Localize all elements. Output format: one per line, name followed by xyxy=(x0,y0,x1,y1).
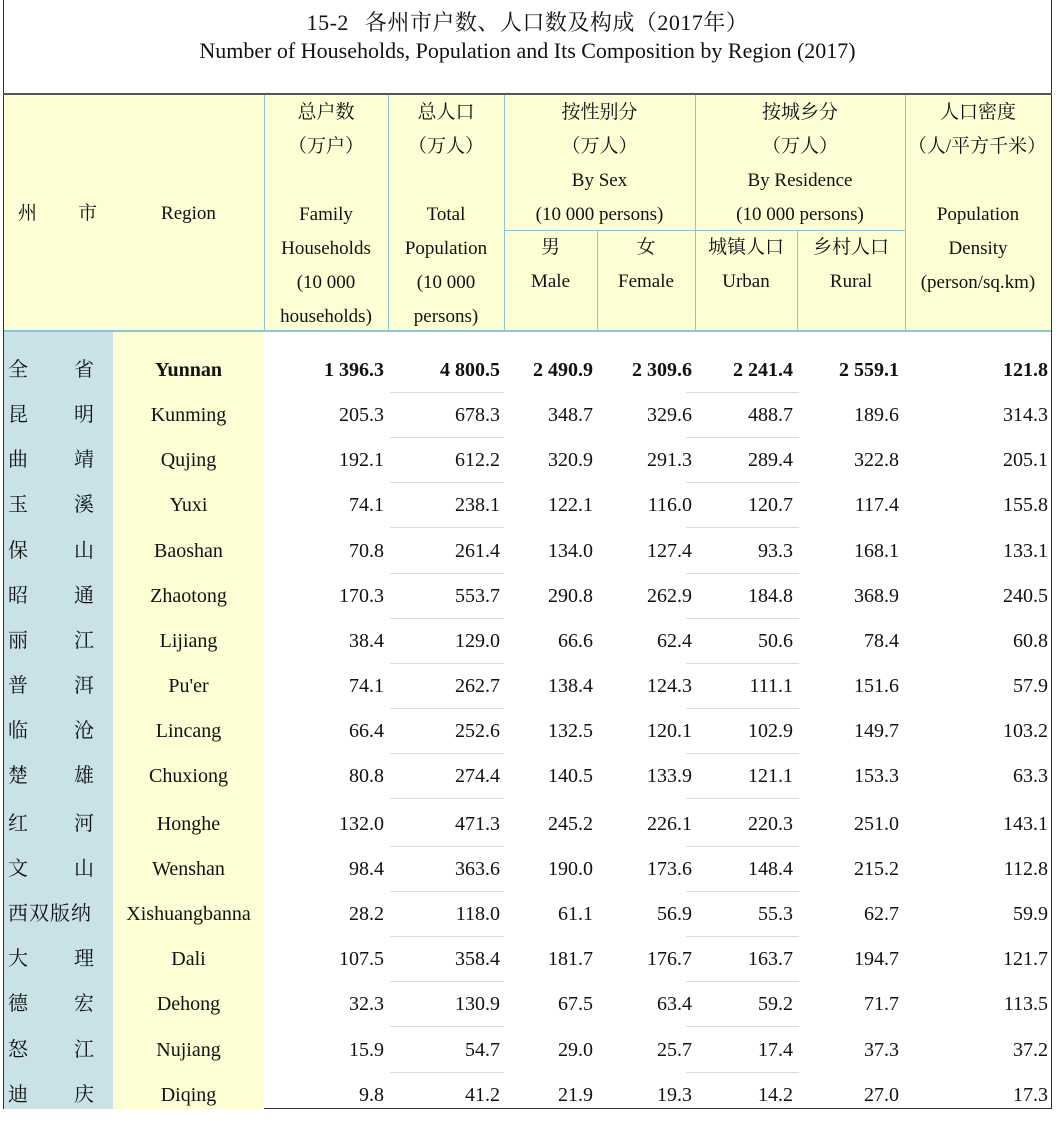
rural-value: 2 559.1 xyxy=(839,359,899,381)
rural-value: 215.2 xyxy=(854,858,899,880)
female-value: 133.9 xyxy=(647,765,692,787)
table-row xyxy=(4,521,1051,566)
header-sex-cn: 按性别分 xyxy=(561,102,638,123)
rural-value: 71.7 xyxy=(864,993,899,1015)
region-name: Lincang xyxy=(155,720,222,742)
male-value: 132.5 xyxy=(548,720,593,742)
header-by-residence xyxy=(695,95,905,230)
female-value: 291.3 xyxy=(647,449,692,471)
male-value: 290.8 xyxy=(548,585,593,607)
header-male-en: Male xyxy=(530,271,571,292)
region-name: Pu'er xyxy=(168,675,209,697)
density-value: 240.5 xyxy=(1003,585,1048,607)
prefecture-name-cn-char1: 昆 xyxy=(8,404,28,426)
region-name: Qujing xyxy=(160,449,217,471)
rural-value: 168.1 xyxy=(854,540,899,562)
prefecture-name-cn-char1: 曲 xyxy=(8,449,28,471)
female-value: 25.7 xyxy=(657,1039,692,1061)
region-name: Lijiang xyxy=(159,630,218,652)
table-row xyxy=(4,385,1051,430)
table-row xyxy=(4,701,1051,746)
header-residence-en2: (10 000 persons) xyxy=(736,204,864,225)
rural-value: 322.8 xyxy=(854,449,899,471)
header-male xyxy=(504,231,597,330)
male-value: 320.9 xyxy=(548,449,593,471)
density-value: 143.1 xyxy=(1003,813,1048,835)
households-value: 107.5 xyxy=(339,948,384,970)
urban-value: 102.9 xyxy=(748,720,793,742)
households-value: 1 396.3 xyxy=(324,359,384,381)
header-total-unit: （万人） xyxy=(407,136,484,157)
header-density-en1: Population xyxy=(936,204,1020,225)
male-value: 245.2 xyxy=(548,813,593,835)
table-body xyxy=(4,332,1051,1109)
urban-value: 55.3 xyxy=(758,903,793,925)
male-value: 181.7 xyxy=(548,948,593,970)
density-value: 314.3 xyxy=(1003,404,1048,426)
header-households xyxy=(264,95,388,330)
title-cn-text: 各州市户数、人口数及构成（2017年） xyxy=(364,10,749,35)
density-value: 37.2 xyxy=(1013,1039,1048,1061)
region-name: Kunming xyxy=(150,404,227,426)
prefecture-name-cn-char2: 溪 xyxy=(74,494,94,516)
male-value: 21.9 xyxy=(558,1084,593,1106)
prefecture-name-cn-char2: 理 xyxy=(74,948,94,970)
male-value: 122.1 xyxy=(548,494,593,516)
header-sex-en2: (10 000 persons) xyxy=(535,204,664,225)
header-density-en2: Density xyxy=(948,238,1008,259)
male-value: 66.6 xyxy=(558,630,593,652)
prefecture-name-cn-char1: 德 xyxy=(8,993,28,1015)
male-value: 2 490.9 xyxy=(533,359,593,381)
households-value: 28.2 xyxy=(349,903,384,925)
density-value: 121.7 xyxy=(1003,948,1048,970)
region-name: Dehong xyxy=(156,993,221,1015)
density-value: 155.8 xyxy=(1003,494,1048,516)
households-value: 66.4 xyxy=(349,720,384,742)
female-value: 226.1 xyxy=(647,813,692,835)
header-households-cn: 总户数 xyxy=(297,102,355,123)
male-value: 138.4 xyxy=(548,675,593,697)
header-prefecture-char1: 州 xyxy=(18,203,38,224)
header-urban-en: Urban xyxy=(722,271,770,292)
prefecture-name-cn-char2: 山 xyxy=(74,540,94,562)
rural-value: 27.0 xyxy=(864,1084,899,1106)
prefecture-name-cn-char2: 雄 xyxy=(74,765,94,787)
table-row xyxy=(4,929,1051,974)
prefecture-name-cn-char2: 山 xyxy=(74,858,94,880)
header-prefecture xyxy=(4,95,113,330)
households-value: 80.8 xyxy=(349,765,384,787)
header-residence-en1: By Residence xyxy=(747,170,853,191)
total-population-value: 238.1 xyxy=(455,494,500,516)
region-name: Diqing xyxy=(160,1084,217,1106)
male-value: 140.5 xyxy=(548,765,593,787)
table-title xyxy=(3,0,1052,95)
rural-value: 149.7 xyxy=(854,720,899,742)
female-value: 62.4 xyxy=(657,630,692,652)
female-value: 56.9 xyxy=(657,903,692,925)
header-female-en: Female xyxy=(618,271,674,292)
households-value: 32.3 xyxy=(349,993,384,1015)
header-density-en3: (person/sq.km) xyxy=(920,272,1036,293)
total-population-value: 54.7 xyxy=(465,1039,500,1061)
total-population-value: 261.4 xyxy=(455,540,500,562)
table-row xyxy=(4,839,1051,884)
prefecture-name-cn-char2: 省 xyxy=(74,359,94,381)
prefecture-name-cn-char2: 江 xyxy=(74,630,94,652)
density-value: 103.2 xyxy=(1003,720,1048,742)
header-total-en4: persons) xyxy=(413,306,479,327)
table-header xyxy=(4,95,1051,332)
table-row xyxy=(4,475,1051,520)
title-chinese xyxy=(3,6,1052,37)
prefecture-name-cn-char1: 保 xyxy=(8,540,28,562)
female-value: 127.4 xyxy=(647,540,692,562)
table-row xyxy=(4,884,1051,929)
region-name: Yunnan xyxy=(154,359,223,381)
urban-value: 14.2 xyxy=(758,1084,793,1106)
households-value: 192.1 xyxy=(339,449,384,471)
density-value: 63.3 xyxy=(1013,765,1048,787)
prefecture-name-cn-char1: 怒 xyxy=(8,1039,28,1061)
region-name: Yuxi xyxy=(169,494,208,516)
urban-value: 163.7 xyxy=(748,948,793,970)
header-density-unit: （人/平方千米） xyxy=(907,136,1047,157)
header-total-en2: Population xyxy=(404,238,488,259)
male-value: 67.5 xyxy=(558,993,593,1015)
header-urban xyxy=(695,231,797,330)
header-urban-cn: 城镇人口 xyxy=(707,237,784,258)
total-population-value: 274.4 xyxy=(455,765,500,787)
total-population-value: 471.3 xyxy=(455,813,500,835)
table-row xyxy=(4,746,1051,791)
prefecture-name-cn-char2: 河 xyxy=(74,813,94,835)
prefecture-name-cn-char2: 明 xyxy=(74,404,94,426)
total-population-value: 262.7 xyxy=(455,675,500,697)
urban-value: 120.7 xyxy=(748,494,793,516)
density-value: 133.1 xyxy=(1003,540,1048,562)
density-value: 57.9 xyxy=(1013,675,1048,697)
header-region-label: Region xyxy=(161,203,216,224)
prefecture-name-cn-char2: 洱 xyxy=(74,675,94,697)
region-name: Wenshan xyxy=(152,858,225,880)
rural-value: 62.7 xyxy=(864,903,899,925)
urban-value: 220.3 xyxy=(748,813,793,835)
prefecture-name-cn-char2: 沧 xyxy=(74,720,94,742)
households-value: 74.1 xyxy=(349,675,384,697)
density-value: 112.8 xyxy=(1003,858,1048,880)
total-population-value: 612.2 xyxy=(455,449,500,471)
total-population-value: 678.3 xyxy=(455,404,500,426)
region-name: Zhaotong xyxy=(150,585,227,607)
prefecture-name-cn-char1: 楚 xyxy=(8,765,28,787)
total-population-value: 252.6 xyxy=(455,720,500,742)
header-total-en3: (10 000 xyxy=(416,272,476,293)
density-value: 59.9 xyxy=(1013,903,1048,925)
header-rural-en: Rural xyxy=(829,271,873,292)
households-value: 70.8 xyxy=(349,540,384,562)
total-population-value: 4 800.5 xyxy=(440,359,500,381)
rural-value: 151.6 xyxy=(854,675,899,697)
prefecture-name-cn-char1: 大 xyxy=(8,948,28,970)
region-name: Chuxiong xyxy=(149,765,228,787)
prefecture-name-cn-char2: 宏 xyxy=(74,993,94,1015)
prefecture-name-cn-char1: 迪 xyxy=(8,1084,28,1106)
rural-value: 189.6 xyxy=(854,404,899,426)
urban-value: 184.8 xyxy=(748,585,793,607)
male-value: 61.1 xyxy=(558,903,593,925)
header-residence-unit: （万人） xyxy=(761,136,838,157)
female-value: 63.4 xyxy=(657,993,692,1015)
region-name: Dali xyxy=(171,948,206,970)
prefecture-name-cn-char1: 普 xyxy=(8,675,28,697)
region-name: Baoshan xyxy=(154,540,223,562)
urban-value: 121.1 xyxy=(748,765,793,787)
table-row xyxy=(4,974,1051,1019)
table-row xyxy=(4,794,1051,839)
total-population-value: 553.7 xyxy=(455,585,500,607)
female-value: 2 309.6 xyxy=(632,359,692,381)
total-population-value: 358.4 xyxy=(455,948,500,970)
header-density xyxy=(905,95,1051,330)
female-value: 262.9 xyxy=(647,585,692,607)
total-population-value: 129.0 xyxy=(455,630,500,652)
table-row xyxy=(4,656,1051,701)
header-female xyxy=(597,231,695,330)
urban-value: 148.4 xyxy=(748,858,793,880)
prefecture-name-cn-char1: 全 xyxy=(8,359,28,381)
header-density-cn: 人口密度 xyxy=(939,102,1016,123)
title-english: Number of Households, Population and Its Composition by Region (2017) xyxy=(199,38,856,63)
prefecture-name-cn-char2: 通 xyxy=(74,585,94,607)
header-households-en4: households) xyxy=(280,306,372,327)
rural-value: 251.0 xyxy=(854,813,899,835)
header-prefecture-char2: 市 xyxy=(78,203,98,224)
header-residence-cn: 按城乡分 xyxy=(761,102,838,123)
rural-value: 37.3 xyxy=(864,1039,899,1061)
urban-value: 59.2 xyxy=(758,993,793,1015)
density-value: 121.8 xyxy=(1003,359,1048,381)
table-row xyxy=(4,430,1051,475)
header-households-en3: (10 000 xyxy=(296,272,356,293)
urban-value: 93.3 xyxy=(758,540,793,562)
density-value: 60.8 xyxy=(1013,630,1048,652)
header-sex-en1: By Sex xyxy=(571,170,628,191)
prefecture-name-cn-char2: 江 xyxy=(74,1039,94,1061)
households-value: 9.8 xyxy=(359,1084,384,1106)
total-population-value: 363.6 xyxy=(455,858,500,880)
total-population-value: 41.2 xyxy=(465,1084,500,1106)
urban-value: 2 241.4 xyxy=(733,359,793,381)
table-row xyxy=(4,1020,1051,1065)
female-value: 116.0 xyxy=(647,494,692,516)
rural-value: 117.4 xyxy=(854,494,899,516)
households-value: 205.3 xyxy=(339,404,384,426)
rural-value: 368.9 xyxy=(854,585,899,607)
table-row xyxy=(4,566,1051,611)
prefecture-name-cn-char1: 丽 xyxy=(8,630,28,652)
table-row xyxy=(4,1065,1051,1110)
households-value: 15.9 xyxy=(349,1039,384,1061)
prefecture-name-cn-char1: 临 xyxy=(8,720,28,742)
header-rural xyxy=(797,231,905,330)
male-value: 29.0 xyxy=(558,1039,593,1061)
households-value: 98.4 xyxy=(349,858,384,880)
households-value: 132.0 xyxy=(339,813,384,835)
urban-value: 50.6 xyxy=(758,630,793,652)
header-rural-cn: 乡村人口 xyxy=(812,237,889,258)
male-value: 348.7 xyxy=(548,404,593,426)
prefecture-name-cn-char2: 庆 xyxy=(74,1084,94,1106)
rural-value: 78.4 xyxy=(864,630,899,652)
header-total-cn: 总人口 xyxy=(417,102,475,123)
female-value: 329.6 xyxy=(647,404,692,426)
header-female-cn: 女 xyxy=(636,237,656,258)
female-value: 124.3 xyxy=(647,675,692,697)
urban-value: 488.7 xyxy=(748,404,793,426)
households-value: 38.4 xyxy=(349,630,384,652)
rural-value: 153.3 xyxy=(854,765,899,787)
region-name: Honghe xyxy=(156,813,221,835)
urban-value: 289.4 xyxy=(748,449,793,471)
density-value: 17.3 xyxy=(1013,1084,1048,1106)
header-households-en1: Family xyxy=(299,204,353,225)
density-value: 113.5 xyxy=(1003,993,1048,1015)
region-name: Xishuangbanna xyxy=(126,903,251,925)
header-total-population xyxy=(388,95,504,330)
prefecture-name-cn-char1: 红 xyxy=(8,813,28,835)
prefecture-name-cn-char1: 文 xyxy=(8,858,28,880)
female-value: 19.3 xyxy=(657,1084,692,1106)
urban-value: 111.1 xyxy=(749,675,793,697)
region-name: Nujiang xyxy=(156,1039,221,1061)
header-sex-unit: （万人） xyxy=(561,136,638,157)
prefecture-name-cn-char1: 昭 xyxy=(8,585,28,607)
households-value: 170.3 xyxy=(339,585,384,607)
table-row xyxy=(4,611,1051,656)
header-total-en1: Total xyxy=(426,204,466,225)
female-value: 176.7 xyxy=(647,948,692,970)
total-population-value: 118.0 xyxy=(455,903,500,925)
density-value: 205.1 xyxy=(1003,449,1048,471)
male-value: 190.0 xyxy=(548,858,593,880)
header-by-sex xyxy=(504,95,695,230)
rural-value: 194.7 xyxy=(854,948,899,970)
prefecture-name-cn-char1: 玉 xyxy=(8,494,28,516)
urban-value: 17.4 xyxy=(758,1039,793,1061)
prefecture-name-cn: 西双版纳 xyxy=(8,903,92,925)
prefecture-name-cn-char2: 靖 xyxy=(74,449,94,471)
table-number: 15-2 xyxy=(306,10,349,35)
header-households-unit: （万户） xyxy=(287,136,364,157)
header-households-en2: Households xyxy=(281,238,371,259)
total-population-value: 130.9 xyxy=(455,993,500,1015)
male-value: 134.0 xyxy=(548,540,593,562)
female-value: 173.6 xyxy=(647,858,692,880)
table-row-total xyxy=(4,340,1051,385)
header-male-cn: 男 xyxy=(540,237,560,258)
households-value: 74.1 xyxy=(349,494,384,516)
female-value: 120.1 xyxy=(647,720,692,742)
header-region xyxy=(113,95,264,330)
